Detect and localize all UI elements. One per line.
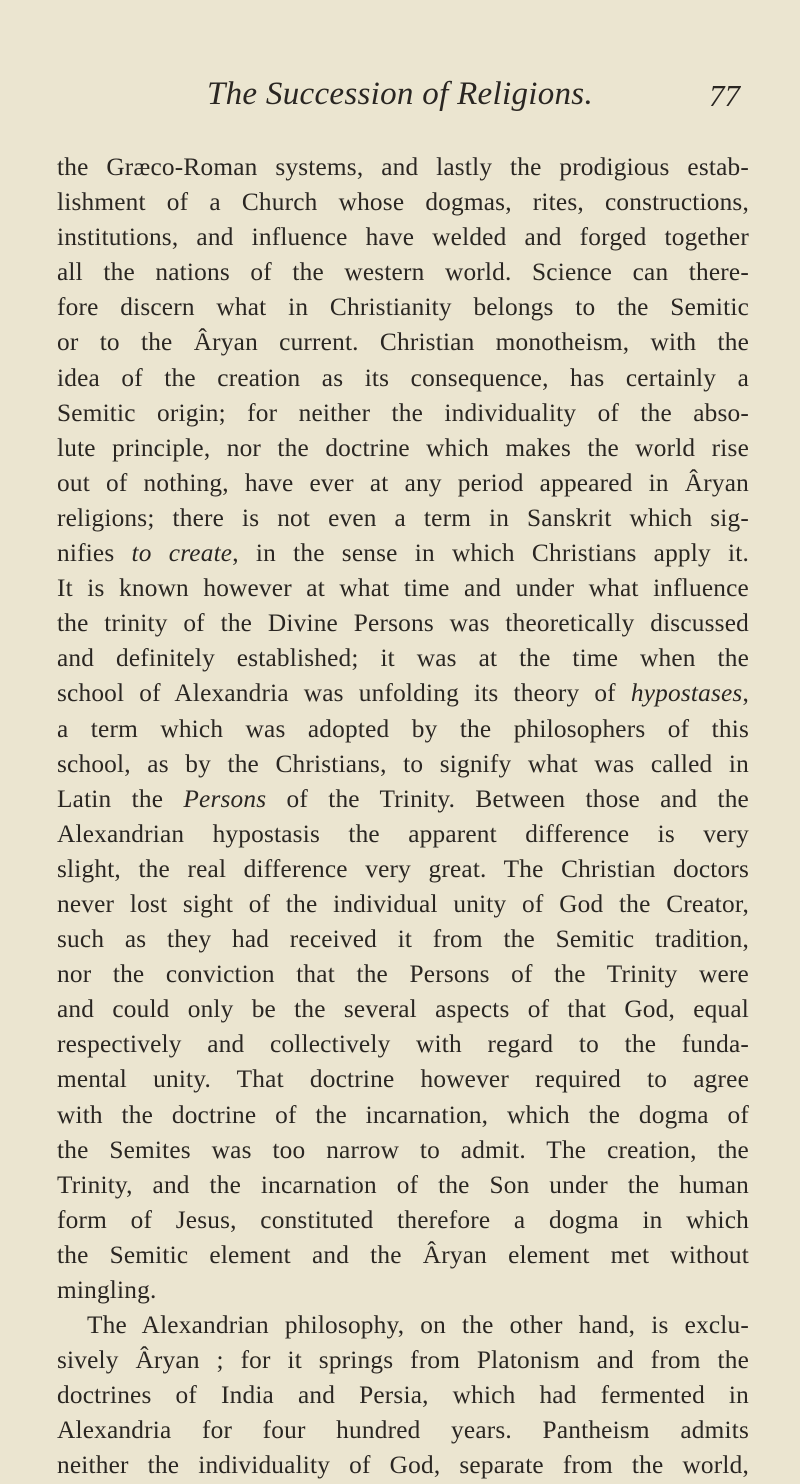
text-line: respectively and collectively with regard to the funda- (57, 1030, 749, 1059)
text-line: such as they had received it from the Semitic tradition, (57, 925, 749, 954)
text-line (57, 676, 749, 711)
text-line (57, 536, 749, 571)
text-line: the trinity of the Divine Persons was theoretically discussed (57, 609, 749, 638)
text-line (57, 782, 749, 817)
text-line: and definitely established; it was at the time when the (57, 644, 749, 673)
text-line: mental unity. That doctrine however required to agree (57, 1065, 749, 1094)
text-line: Alexandrian hypostasis the apparent difference is very (57, 819, 749, 848)
text-line: school, as by the Christians, to signify what was called in (57, 749, 749, 778)
text-line: The Alexandrian philosophy, on the other hand, is exclu- (87, 1311, 749, 1340)
text-line: religions; there is not even a term in Sanskrit which sig- (57, 503, 749, 532)
page-number: 77 (709, 78, 740, 113)
text-line: nor the conviction that the Persons of the Trinity were (57, 960, 749, 989)
text-line: It is known however at what time and under what influence (57, 574, 749, 603)
text-line: or to the Âryan current. Christian monotheism, with the (57, 328, 749, 357)
text-line: mingling. (57, 1276, 157, 1304)
running-title: The Succession of Religions. (206, 76, 593, 112)
running-head (0, 76, 800, 126)
text-line: all the nations of the western world. Science can there- (57, 258, 749, 287)
text-line: lute principle, nor the doctrine which makes the world rise (57, 433, 749, 462)
text-line: lishment of a Church whose dogmas, rites, constructions, (57, 188, 749, 217)
body-text (57, 150, 749, 1484)
text-line: institutions, and influence have welded and forged together (57, 223, 749, 252)
text-run: nifies (57, 539, 132, 568)
text-line: and could only be the several aspects of that God, equal (57, 995, 749, 1024)
text-run: Latin the (57, 784, 184, 813)
text-line: Semitic origin; for neither the individuality of the abso- (57, 398, 749, 427)
text-line: fore discern what in Christianity belongs to the Semitic (57, 293, 749, 322)
text-line: Alexandria for four hundred years. Pantheism admits (57, 1416, 749, 1445)
text-line: form of Jesus, constituted therefore a dogma in which (57, 1205, 749, 1234)
text-line: idea of the creation as its consequence, has certainly a (57, 363, 749, 392)
text-line: sively Âryan ; for it springs from Platonism and from the (57, 1346, 749, 1375)
text-run: , (742, 679, 749, 708)
text-line: doctrines of India and Persia, which had fermented in (57, 1381, 749, 1410)
text-line: slight, the real difference very great. The Christian doctors (57, 854, 749, 883)
text-line: with the doctrine of the incarnation, which the dogma of (57, 1100, 749, 1129)
text-line: the Græco-Roman systems, and lastly the prodigious estab- (57, 153, 749, 181)
text-run: of the Trinity. Between those and the (266, 784, 749, 813)
text-run: , in the sense in which Christians apply it. (232, 539, 749, 568)
text-line: a term which was adopted by the philosophers of this (57, 714, 749, 743)
text-line: the Semitic element and the Âryan element met without (57, 1240, 749, 1269)
italic-term: Persons (183, 784, 267, 813)
italic-term: to create (131, 539, 233, 568)
text-line: never lost sight of the individual unity of God the Creator, (57, 889, 749, 918)
text-run: school of Alexandria was unfolding its theory of (57, 679, 631, 708)
text-line: neither the individuality of God, separate from the world, (57, 1451, 749, 1480)
italic-term: hypostases (630, 679, 743, 708)
text-line: the Semites was too narrow to admit. The creation, the (57, 1135, 749, 1164)
text-line: Trinity, and the incarnation of the Son under the human (57, 1170, 749, 1199)
text-line: out of nothing, have ever at any period appeared in Âryan (57, 468, 749, 497)
